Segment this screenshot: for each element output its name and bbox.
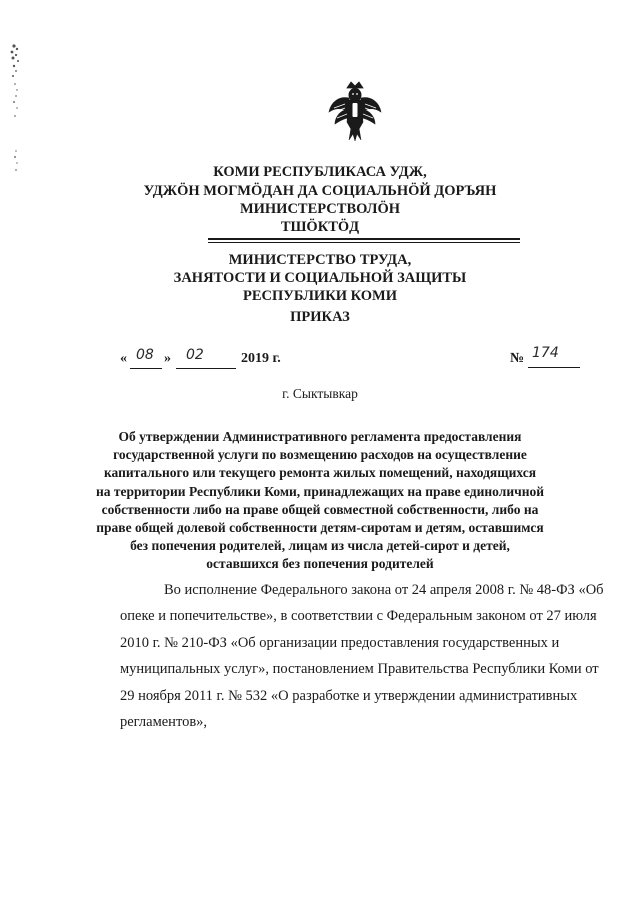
ministry-name-line-2: ЗАНЯТОСТИ И СОЦИАЛЬНОЙ ЗАЩИТЫ bbox=[173, 270, 467, 286]
ministry-name-line-3: РЕСПУБЛИКИ КОМИ bbox=[242, 288, 398, 304]
ministry-name-line-1: МИНИСТЕРСТВО ТРУДА, bbox=[228, 252, 412, 268]
komi-header-line-1: КОМИ РЕСПУБЛИКАСА УДЖ, bbox=[213, 164, 427, 180]
document-type-title: ПРИКАЗ bbox=[290, 309, 350, 325]
subject-line: без попечения родителей, лицам из числа детей-сирот и детей, bbox=[130, 538, 510, 554]
subject-line: оставшихся без попечения родителей bbox=[206, 556, 434, 572]
order-month: 02 bbox=[186, 347, 204, 363]
order-number-underline bbox=[528, 367, 580, 368]
order-year: 2019 г. bbox=[241, 351, 281, 366]
order-city: г. Сыктывкар bbox=[282, 386, 358, 401]
body-line: опеке и попечительстве», в соответствии с Федеральным законом от 27 июля bbox=[120, 608, 597, 625]
order-number-label: № bbox=[510, 351, 525, 366]
scan-artifact-top bbox=[4, 40, 26, 100]
preamble-paragraph bbox=[120, 577, 604, 735]
order-subject bbox=[88, 428, 552, 574]
komi-header-line-2: УДЖÖН МОГМÖДАН ДА СОЦИАЛЬНÖЙ ДОРЪЯН bbox=[143, 183, 497, 199]
body-line: 29 ноября 2011 г. № 532 «О разработке и утверждении административных bbox=[120, 687, 578, 704]
subject-line: Об утверждении Административного регламента предоставления bbox=[118, 429, 522, 444]
subject-line: на территории Республики Коми, принадлежащих на праве единоличной bbox=[95, 483, 545, 499]
header-divider-thick bbox=[208, 238, 520, 240]
order-month-underline bbox=[176, 368, 236, 369]
body-line: муниципальных услуг», постановлением Правительства Республики Коми от bbox=[120, 661, 599, 678]
body-line: Во исполнение Федерального закона от 24 апреля 2008 г. № 48-ФЗ «Об bbox=[164, 582, 604, 598]
scan-artifact-mid bbox=[4, 92, 26, 122]
subject-line: собственности либо на праве общей совместной собственности, либо на bbox=[101, 501, 539, 517]
order-day-underline bbox=[130, 368, 162, 369]
header-divider-thin bbox=[208, 242, 520, 243]
subject-line: государственной услуги по возмещению расходов на осуществление bbox=[113, 447, 527, 463]
body-line: 2010 г. № 210-ФЗ «Об организации предоставления государственных и bbox=[120, 634, 560, 651]
order-number: 174 bbox=[532, 345, 559, 361]
komi-header-line-4: ТШÖКТÖД bbox=[280, 219, 360, 235]
komi-header-line-3: МИНИСТЕРСТВОЛÖН bbox=[239, 201, 401, 217]
komi-coat-of-arms-icon bbox=[325, 78, 385, 142]
subject-line: капитального или текущего ремонта жилых помещений, находящихся bbox=[103, 465, 537, 481]
order-day: 08 bbox=[136, 347, 154, 363]
body-line: регламентов», bbox=[120, 714, 208, 731]
date-quote-close: » bbox=[164, 351, 171, 366]
subject-line: праве общей долевой собственности детям-сиротам и детям, оставшимся bbox=[96, 520, 544, 536]
date-quote-open: « bbox=[120, 351, 127, 366]
